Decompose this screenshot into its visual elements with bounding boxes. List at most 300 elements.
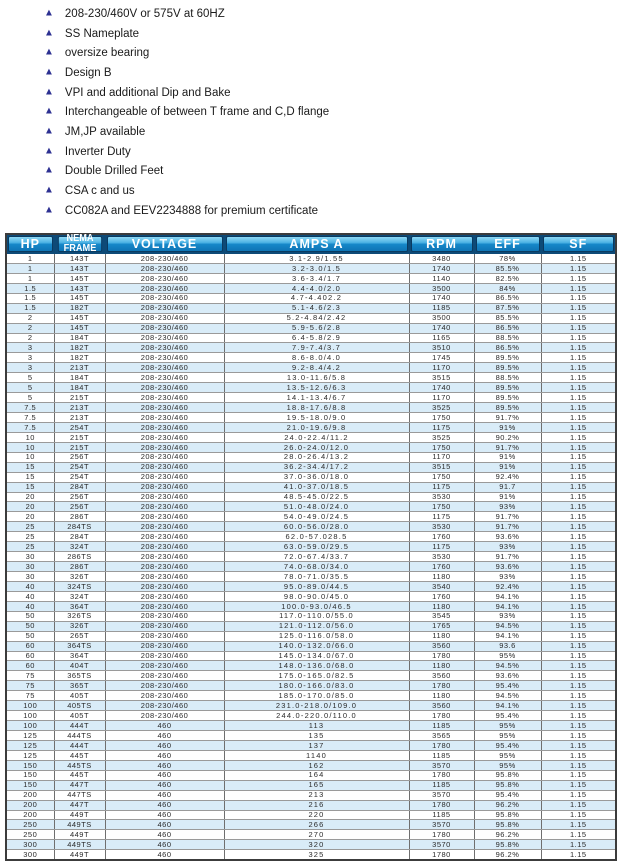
table-cell: 1.15 <box>541 750 616 760</box>
table-cell: 460 <box>105 780 224 790</box>
table-cell: 200 <box>6 810 54 820</box>
table-cell: 208-230/460 <box>105 403 224 413</box>
table-cell: 88.5% <box>474 333 541 343</box>
feature-text: VPI and additional Dip and Bake <box>64 86 231 99</box>
table-cell: 208-230/460 <box>105 552 224 562</box>
table-cell: 13.5-12.6/6.3 <box>224 383 409 393</box>
table-cell: 184T <box>54 383 105 393</box>
table-cell: 208-230/460 <box>105 442 224 452</box>
table-cell: 208-230/460 <box>105 422 224 432</box>
table-cell: 86.5% <box>474 343 541 353</box>
table-cell: 95.8% <box>474 820 541 830</box>
feature-list-item <box>44 201 620 221</box>
table-cell: 96.2% <box>474 850 541 860</box>
table-cell: 1.15 <box>541 333 616 343</box>
column-header-rpm <box>409 234 474 254</box>
table-cell: 1.15 <box>541 721 616 731</box>
table-cell: 1780 <box>409 800 474 810</box>
feature-list-item <box>44 43 620 63</box>
table-cell: 94.5% <box>474 621 541 631</box>
table-cell: 208-230/460 <box>105 373 224 383</box>
table-row <box>6 731 616 741</box>
table-cell: 30 <box>6 562 54 572</box>
table-cell: 208-230/460 <box>105 383 224 393</box>
table-cell: 444TS <box>54 731 105 741</box>
table-cell: 94.5% <box>474 661 541 671</box>
table-cell: 404T <box>54 661 105 671</box>
table-row <box>6 492 616 502</box>
table-cell: 208-230/460 <box>105 263 224 273</box>
table-cell: 89.5% <box>474 383 541 393</box>
table-cell: 3515 <box>409 462 474 472</box>
table-cell: 121.0-112.0/56.0 <box>224 621 409 631</box>
feature-list-item <box>44 63 620 83</box>
table-cell: 25 <box>6 532 54 542</box>
table-cell: 460 <box>105 810 224 820</box>
table-row <box>6 482 616 492</box>
column-header-label: NEMA FRAME <box>57 236 101 252</box>
table-row <box>6 273 616 283</box>
table-row <box>6 383 616 393</box>
table-cell: 1760 <box>409 532 474 542</box>
table-cell: 5.2-4.84/2.42 <box>224 313 409 323</box>
table-row <box>6 403 616 413</box>
table-cell: 4.7-4.402.2 <box>224 293 409 303</box>
table-cell: 1175 <box>409 422 474 432</box>
table-cell: 213T <box>54 413 105 423</box>
table-cell: 7.5 <box>6 413 54 423</box>
table-cell: 95.8% <box>474 810 541 820</box>
table-cell: 100 <box>6 701 54 711</box>
table-cell: 208-230/460 <box>105 343 224 353</box>
table-cell: 95.4% <box>474 711 541 721</box>
table-cell: 1780 <box>409 830 474 840</box>
table-cell: 286TS <box>54 552 105 562</box>
table-cell: 93.6% <box>474 562 541 572</box>
table-cell: 213T <box>54 363 105 373</box>
table-cell: 1.15 <box>541 403 616 413</box>
table-row <box>6 293 616 303</box>
table-cell: 208-230/460 <box>105 323 224 333</box>
feature-text: Design B <box>64 66 112 79</box>
table-cell: 3 <box>6 353 54 363</box>
table-cell: 364T <box>54 651 105 661</box>
table-row <box>6 581 616 591</box>
table-cell: 21.0-19.6/9.8 <box>224 422 409 432</box>
table-cell: 125 <box>6 750 54 760</box>
table-cell: 3570 <box>409 840 474 850</box>
table-cell: 1.15 <box>541 591 616 601</box>
table-cell: 208-230/460 <box>105 562 224 572</box>
table-cell: 208-230/460 <box>105 452 224 462</box>
table-cell: 1.15 <box>541 413 616 423</box>
table-cell: 18.8-17.6/8.8 <box>224 403 409 413</box>
table-cell: 1170 <box>409 452 474 462</box>
table-cell: 14.1-13.4/6.7 <box>224 393 409 403</box>
table-cell: 95.4% <box>474 681 541 691</box>
table-cell: 89.5% <box>474 353 541 363</box>
table-cell: 50 <box>6 621 54 631</box>
table-row <box>6 442 616 452</box>
table-row <box>6 353 616 363</box>
triangle-bullet-icon: ▲ <box>44 7 54 19</box>
table-cell: 94.5% <box>474 691 541 701</box>
table-cell: 1140 <box>224 750 409 760</box>
table-cell: 1165 <box>409 333 474 343</box>
table-cell: 1.15 <box>541 442 616 452</box>
table-cell: 137 <box>224 740 409 750</box>
table-cell: 165 <box>224 780 409 790</box>
table-row <box>6 601 616 611</box>
table-cell: 445TS <box>54 760 105 770</box>
table-cell: 93% <box>474 572 541 582</box>
table-cell: 1750 <box>409 472 474 482</box>
feature-list-item <box>44 142 620 162</box>
table-cell: 1.15 <box>541 273 616 283</box>
feature-list-item <box>44 122 620 142</box>
table-cell: 460 <box>105 760 224 770</box>
motor-spec-table <box>5 233 617 861</box>
table-cell: 444T <box>54 740 105 750</box>
triangle-bullet-icon: ▲ <box>44 204 54 216</box>
feature-text: Inverter Duty <box>64 145 131 158</box>
column-header-label: VOLTAGE <box>107 236 223 252</box>
table-cell: 40 <box>6 581 54 591</box>
table-cell: 254T <box>54 422 105 432</box>
table-cell: 62.0-57.028.5 <box>224 532 409 542</box>
table-cell: 1.15 <box>541 313 616 323</box>
table-cell: 3480 <box>409 254 474 264</box>
table-row <box>6 373 616 383</box>
table-cell: 1.15 <box>541 492 616 502</box>
table-cell: 1.15 <box>541 820 616 830</box>
table-cell: 145T <box>54 313 105 323</box>
table-cell: 1.15 <box>541 462 616 472</box>
triangle-bullet-icon: ▲ <box>44 86 54 98</box>
table-cell: 208-230/460 <box>105 482 224 492</box>
table-cell: 48.5-45.0/22.5 <box>224 492 409 502</box>
table-cell: 1140 <box>409 273 474 283</box>
table-cell: 5 <box>6 383 54 393</box>
table-cell: 15 <box>6 472 54 482</box>
table-row <box>6 661 616 671</box>
table-cell: 2 <box>6 313 54 323</box>
table-cell: 365TS <box>54 671 105 681</box>
table-cell: 100 <box>6 721 54 731</box>
table-row <box>6 631 616 641</box>
table-cell: 1740 <box>409 323 474 333</box>
table-cell: 3545 <box>409 611 474 621</box>
table-row <box>6 591 616 601</box>
table-cell: 449T <box>54 850 105 860</box>
triangle-bullet-icon: ▲ <box>44 164 54 176</box>
table-cell: 326T <box>54 572 105 582</box>
table-cell: 40 <box>6 591 54 601</box>
table-row <box>6 393 616 403</box>
table-cell: 208-230/460 <box>105 472 224 482</box>
table-row <box>6 651 616 661</box>
triangle-bullet-icon: ▲ <box>44 105 54 117</box>
table-cell: 447TS <box>54 790 105 800</box>
table-cell: 208-230/460 <box>105 661 224 671</box>
column-header-nema-frame <box>54 234 105 254</box>
table-cell: 1.15 <box>541 502 616 512</box>
table-cell: 1.15 <box>541 711 616 721</box>
table-row <box>6 432 616 442</box>
table-cell: 460 <box>105 830 224 840</box>
table-row <box>6 740 616 750</box>
table-cell: 1.15 <box>541 254 616 264</box>
table-row <box>6 641 616 651</box>
table-cell: 1780 <box>409 850 474 860</box>
table-row <box>6 770 616 780</box>
feature-text: CSA c and us <box>64 185 135 198</box>
table-cell: 1.15 <box>541 303 616 313</box>
table-cell: 1170 <box>409 363 474 373</box>
table-cell: 460 <box>105 770 224 780</box>
table-cell: 460 <box>105 740 224 750</box>
table-row <box>6 532 616 542</box>
table-cell: 125 <box>6 731 54 741</box>
table-cell: 300 <box>6 840 54 850</box>
table-cell: 10 <box>6 432 54 442</box>
table-cell: 150 <box>6 780 54 790</box>
table-cell: 1.5 <box>6 283 54 293</box>
table-cell: 444T <box>54 721 105 731</box>
table-cell: 460 <box>105 750 224 760</box>
table-cell: 30 <box>6 572 54 582</box>
table-cell: 1.15 <box>541 472 616 482</box>
feature-text: 208-230/460V or 575V at 60HZ <box>64 7 225 20</box>
table-cell: 208-230/460 <box>105 701 224 711</box>
column-header-eff <box>474 234 541 254</box>
table-cell: 208-230/460 <box>105 532 224 542</box>
table-cell: 3530 <box>409 552 474 562</box>
table-cell: 5.1-4.6/2.3 <box>224 303 409 313</box>
table-cell: 460 <box>105 820 224 830</box>
table-cell: 254T <box>54 462 105 472</box>
table-cell: 96.2% <box>474 830 541 840</box>
feature-text: oversize bearing <box>64 47 150 60</box>
table-cell: 208-230/460 <box>105 512 224 522</box>
table-cell: 78% <box>474 254 541 264</box>
table-cell: 1745 <box>409 353 474 363</box>
table-cell: 7.5 <box>6 403 54 413</box>
table-cell: 95% <box>474 651 541 661</box>
table-cell: 449T <box>54 830 105 840</box>
table-cell: 266 <box>224 820 409 830</box>
table-row <box>6 313 616 323</box>
table-row <box>6 711 616 721</box>
table-cell: 1 <box>6 263 54 273</box>
table-cell: 449T <box>54 810 105 820</box>
table-row <box>6 750 616 760</box>
table-cell: 320 <box>224 840 409 850</box>
table-cell: 3500 <box>409 313 474 323</box>
table-row <box>6 701 616 711</box>
table-cell: 208-230/460 <box>105 293 224 303</box>
table-cell: 15 <box>6 482 54 492</box>
table-cell: 94.1% <box>474 631 541 641</box>
table-cell: 1.15 <box>541 542 616 552</box>
table-cell: 5 <box>6 373 54 383</box>
table-cell: 145T <box>54 273 105 283</box>
table-cell: 5.9-5.6/2.8 <box>224 323 409 333</box>
table-cell: 208-230/460 <box>105 711 224 721</box>
table-cell: 1.15 <box>541 731 616 741</box>
table-cell: 208-230/460 <box>105 492 224 502</box>
table-cell: 208-230/460 <box>105 254 224 264</box>
table-cell: 1.15 <box>541 770 616 780</box>
header-row <box>6 234 616 254</box>
table-cell: 95.8% <box>474 780 541 790</box>
table-row <box>6 721 616 731</box>
table-cell: 1.15 <box>541 452 616 462</box>
table-cell: 10 <box>6 442 54 452</box>
table-cell: 1.15 <box>541 323 616 333</box>
table-cell: 324TS <box>54 581 105 591</box>
table-cell: 3.2-3.0/1.5 <box>224 263 409 273</box>
table-cell: 75 <box>6 671 54 681</box>
table-row <box>6 283 616 293</box>
table-cell: 1.15 <box>541 840 616 850</box>
table-cell: 180.0-166.0/83.0 <box>224 681 409 691</box>
table-cell: 19.5-18.0/9.0 <box>224 413 409 423</box>
table-cell: 95% <box>474 731 541 741</box>
table-cell: 220 <box>224 810 409 820</box>
table-cell: 445T <box>54 750 105 760</box>
table-cell: 98.0-90.0/45.0 <box>224 591 409 601</box>
table-cell: 1.15 <box>541 293 616 303</box>
table-cell: 175.0-165.0/82.5 <box>224 671 409 681</box>
table-row <box>6 323 616 333</box>
table-cell: 215T <box>54 432 105 442</box>
table-row <box>6 542 616 552</box>
table-cell: 1180 <box>409 661 474 671</box>
table-cell: 5 <box>6 393 54 403</box>
table-cell: 92.4% <box>474 581 541 591</box>
table-cell: 208-230/460 <box>105 681 224 691</box>
table-cell: 91.7% <box>474 512 541 522</box>
table-row <box>6 820 616 830</box>
table-cell: 93% <box>474 611 541 621</box>
table-cell: 1.15 <box>541 353 616 363</box>
table-cell: 208-230/460 <box>105 313 224 323</box>
table-cell: 145.0-134.0/67.0 <box>224 651 409 661</box>
table-cell: 125.0-116.0/58.0 <box>224 631 409 641</box>
table-cell: 1.15 <box>541 611 616 621</box>
table-cell: 364TS <box>54 641 105 651</box>
table-cell: 213T <box>54 403 105 413</box>
table-cell: 364T <box>54 601 105 611</box>
table-cell: 91.7% <box>474 442 541 452</box>
table-row <box>6 333 616 343</box>
table-cell: 1175 <box>409 512 474 522</box>
table-cell: 143T <box>54 263 105 273</box>
table-cell: 449TS <box>54 820 105 830</box>
table-cell: 1180 <box>409 631 474 641</box>
table-cell: 1750 <box>409 442 474 452</box>
table-row <box>6 422 616 432</box>
table-cell: 231.0-218.0/109.0 <box>224 701 409 711</box>
column-header-hp <box>6 234 54 254</box>
table-row <box>6 254 616 264</box>
table-cell: 208-230/460 <box>105 303 224 313</box>
table-cell: 100.0-93.0/46.5 <box>224 601 409 611</box>
table-row <box>6 452 616 462</box>
table-cell: 96.2% <box>474 800 541 810</box>
table-cell: 208-230/460 <box>105 651 224 661</box>
table-cell: 148.0-136.0/68.0 <box>224 661 409 671</box>
table-cell: 89.5% <box>474 363 541 373</box>
table-cell: 93% <box>474 542 541 552</box>
table-cell: 78.0-71.0/35.5 <box>224 572 409 582</box>
table-cell: 1.15 <box>541 780 616 790</box>
table-row <box>6 810 616 820</box>
table-cell: 250 <box>6 830 54 840</box>
table-cell: 1760 <box>409 591 474 601</box>
table-cell: 1185 <box>409 750 474 760</box>
table-cell: 1780 <box>409 711 474 721</box>
table-cell: 284T <box>54 532 105 542</box>
table-cell: 200 <box>6 790 54 800</box>
table-cell: 94.1% <box>474 701 541 711</box>
table-row <box>6 462 616 472</box>
table-cell: 25 <box>6 542 54 552</box>
feature-list-item <box>44 102 620 122</box>
table-cell: 60 <box>6 651 54 661</box>
table-cell: 9.2-8.4/4.2 <box>224 363 409 373</box>
table-row <box>6 780 616 790</box>
table-cell: 324T <box>54 542 105 552</box>
feature-text: SS Nameplate <box>64 27 140 40</box>
feature-text: CC082A and EEV2234888 for premium certificate <box>64 204 319 217</box>
table-cell: 1180 <box>409 572 474 582</box>
table-cell: 1780 <box>409 740 474 750</box>
feature-text: Double Drilled Feet <box>64 165 164 178</box>
table-cell: 215T <box>54 442 105 452</box>
table-cell: 208-230/460 <box>105 273 224 283</box>
table-row <box>6 830 616 840</box>
feature-text: JM,JP available <box>64 125 146 138</box>
table-cell: 244.0-220.0/110.0 <box>224 711 409 721</box>
table-cell: 91% <box>474 462 541 472</box>
feature-list-item <box>44 181 620 201</box>
table-cell: 100 <box>6 711 54 721</box>
table-cell: 182T <box>54 353 105 363</box>
table-cell: 1750 <box>409 413 474 423</box>
table-row <box>6 263 616 273</box>
table-cell: 28.0-26.4/13.2 <box>224 452 409 462</box>
table-cell: 1.15 <box>541 263 616 273</box>
table-cell: 208-230/460 <box>105 333 224 343</box>
table-cell: 3525 <box>409 403 474 413</box>
table-cell: 25 <box>6 522 54 532</box>
table-cell: 92.4% <box>474 472 541 482</box>
table-cell: 460 <box>105 800 224 810</box>
column-header-label: SF <box>543 236 615 252</box>
table-cell: 326T <box>54 621 105 631</box>
table-cell: 3.6-3.4/1.7 <box>224 273 409 283</box>
table-row <box>6 363 616 373</box>
spec-table-body <box>6 254 616 861</box>
table-cell: 460 <box>105 731 224 741</box>
table-row <box>6 621 616 631</box>
table-cell: 286T <box>54 512 105 522</box>
table-cell: 95% <box>474 760 541 770</box>
table-cell: 1.15 <box>541 830 616 840</box>
table-cell: 208-230/460 <box>105 691 224 701</box>
